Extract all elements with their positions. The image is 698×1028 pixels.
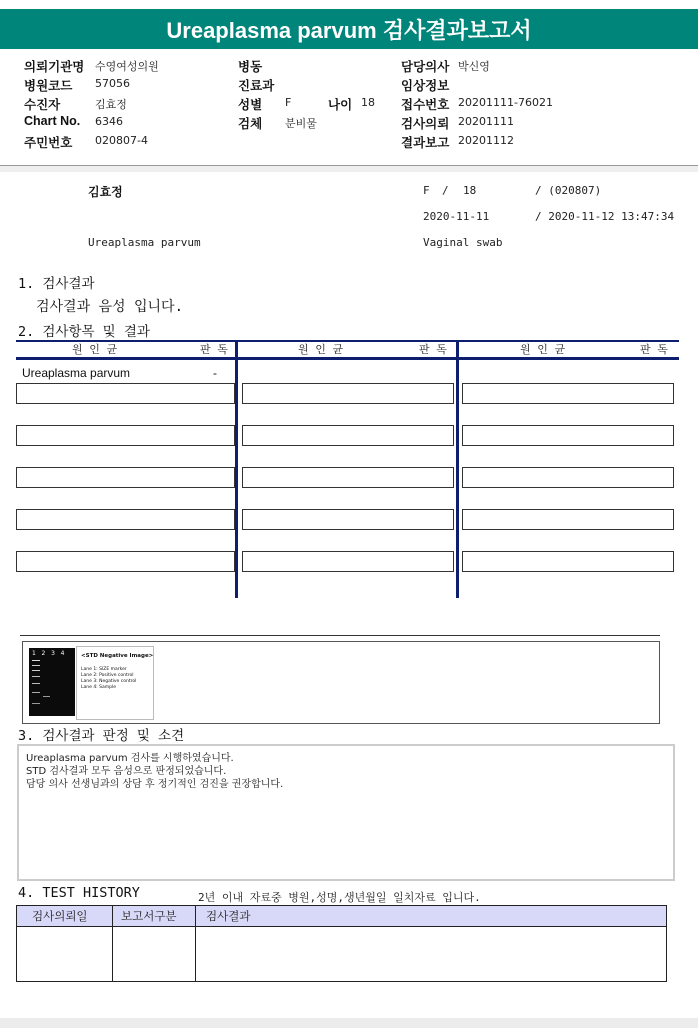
chart-no-value: 6346 <box>95 115 123 128</box>
history-table <box>16 905 667 982</box>
table-header-line <box>16 357 679 360</box>
history-header-row <box>17 906 666 927</box>
clinical-info-label: 임상정보 <box>401 79 450 93</box>
sex-label: 성별 <box>238 98 263 112</box>
doctor-label: 담당의사 <box>401 60 450 74</box>
gel-lane-3: Lane 3: Negative control <box>81 679 137 684</box>
result-box <box>16 467 235 488</box>
result-box <box>16 509 235 530</box>
col-judgement-2: 판 독 <box>419 343 447 356</box>
hospital-code-value: 57056 <box>95 77 130 90</box>
opinion-box <box>17 744 675 881</box>
summary-name: 김효정 <box>88 185 123 199</box>
gel-caption-box <box>76 646 154 720</box>
request-date-label: 검사의뢰 <box>401 117 450 131</box>
section2-heading: 2. 검사항목 및 결과 <box>18 324 150 340</box>
doctor-value: 박신영 <box>458 60 490 73</box>
section1-result-text: 검사결과 음성 입니다. <box>36 299 184 315</box>
history-col-result: 검사결과 <box>206 909 251 923</box>
result-box <box>16 551 235 572</box>
receipt-no-value: 20201111-76021 <box>458 96 553 109</box>
section1-heading: 1. 검사결과 <box>18 276 95 292</box>
receipt-no-label: 접수번호 <box>401 98 450 112</box>
result-box <box>462 383 674 404</box>
specimen-value: 분비물 <box>285 117 317 130</box>
col-organism-2: 원 인 균 <box>298 343 344 356</box>
ward-label: 병동 <box>238 60 263 74</box>
result-box <box>462 467 674 488</box>
history-note: 2년 이내 자료중 병원,성명,생년월일 일치자료 입니다. <box>198 891 481 904</box>
hospital-code-label: 병원코드 <box>24 79 73 93</box>
organism-result-row1: - <box>213 366 217 380</box>
summary-slash: / <box>442 184 449 197</box>
result-box <box>16 383 235 404</box>
summary-date-request: 2020-11-11 <box>423 210 490 223</box>
result-box <box>242 383 454 404</box>
result-box <box>242 509 454 530</box>
chart-no-label: Chart No. <box>24 114 81 128</box>
request-date-value: 20201111 <box>458 115 514 128</box>
summary-date-report: / 2020-11-12 13:47:34 <box>535 210 675 223</box>
history-col-request-date: 검사의뢰일 <box>32 909 88 923</box>
resident-no-label: 주민번호 <box>24 136 73 150</box>
age-value: 18 <box>361 96 375 109</box>
result-box <box>242 551 454 572</box>
result-box <box>462 509 674 530</box>
summary-age: 18 <box>463 184 477 197</box>
organism-name-row1: Ureaplasma parvum <box>22 366 131 380</box>
gel-image-frame <box>22 641 660 724</box>
result-box <box>462 425 674 446</box>
table-divider-2 <box>456 342 459 598</box>
opinion-line-2: STD 검사결과 모두 음성으로 판정되었습니다. <box>26 766 227 777</box>
col-judgement-1: 판 독 <box>200 343 228 356</box>
gel-caption-title: <STD Negative Image> <box>81 653 154 659</box>
history-col-divider-1 <box>112 906 113 981</box>
table-divider-1 <box>235 342 238 598</box>
specimen-label: 검체 <box>238 117 263 131</box>
institution-value: 수영여성의원 <box>95 60 159 73</box>
opinion-line-3: 담당 의사 선생님과의 상담 후 정기적인 검진을 권장합니다. <box>26 779 284 790</box>
divider-band <box>0 166 698 172</box>
result-box <box>242 467 454 488</box>
footer-band <box>0 1018 698 1028</box>
gel-lane-1: Lane 1: SIZE marker <box>81 667 127 672</box>
header-info <box>0 50 698 166</box>
gel-area-top-rule <box>20 635 660 636</box>
sex-value: F <box>285 96 292 109</box>
opinion-line-1: Ureaplasma parvum 검사를 시행하였습니다. <box>26 753 234 764</box>
col-organism-3: 원 인 균 <box>520 343 566 356</box>
summary-test-name: Ureaplasma parvum <box>88 236 201 249</box>
gel-lane-2: Lane 2: Positive control <box>81 673 134 678</box>
patient-label: 수진자 <box>24 98 61 112</box>
summary-sex: F <box>423 184 430 197</box>
result-box <box>242 425 454 446</box>
patient-value: 김효정 <box>95 98 127 111</box>
resident-no-value: 020807-4 <box>95 134 148 147</box>
result-box <box>16 425 235 446</box>
institution-label: 의뢰기관명 <box>24 60 85 74</box>
department-label: 진료과 <box>238 79 275 93</box>
summary-birth: / (020807) <box>535 184 602 197</box>
section4-heading: 4. TEST HISTORY <box>18 885 140 901</box>
gel-lane-numbers: 1 2 3 4 <box>32 650 65 657</box>
age-label: 나이 <box>328 98 353 112</box>
gel-lane-4: Lane 4: Sample <box>81 685 116 690</box>
col-organism-1: 원 인 균 <box>72 343 118 356</box>
report-date-value: 20201112 <box>458 134 514 147</box>
result-box <box>462 551 674 572</box>
gel-image <box>29 648 75 716</box>
history-col-report-type: 보고서구분 <box>121 909 177 923</box>
col-judgement-3: 판 독 <box>640 343 668 356</box>
report-date-label: 결과보고 <box>401 136 450 150</box>
section3-heading: 3. 검사결과 판정 및 소견 <box>18 728 185 744</box>
history-col-divider-2 <box>195 906 196 981</box>
report-title: Ureaplasma parvum 검사결과보고서 <box>0 9 698 49</box>
summary-specimen: Vaginal swab <box>423 236 503 249</box>
